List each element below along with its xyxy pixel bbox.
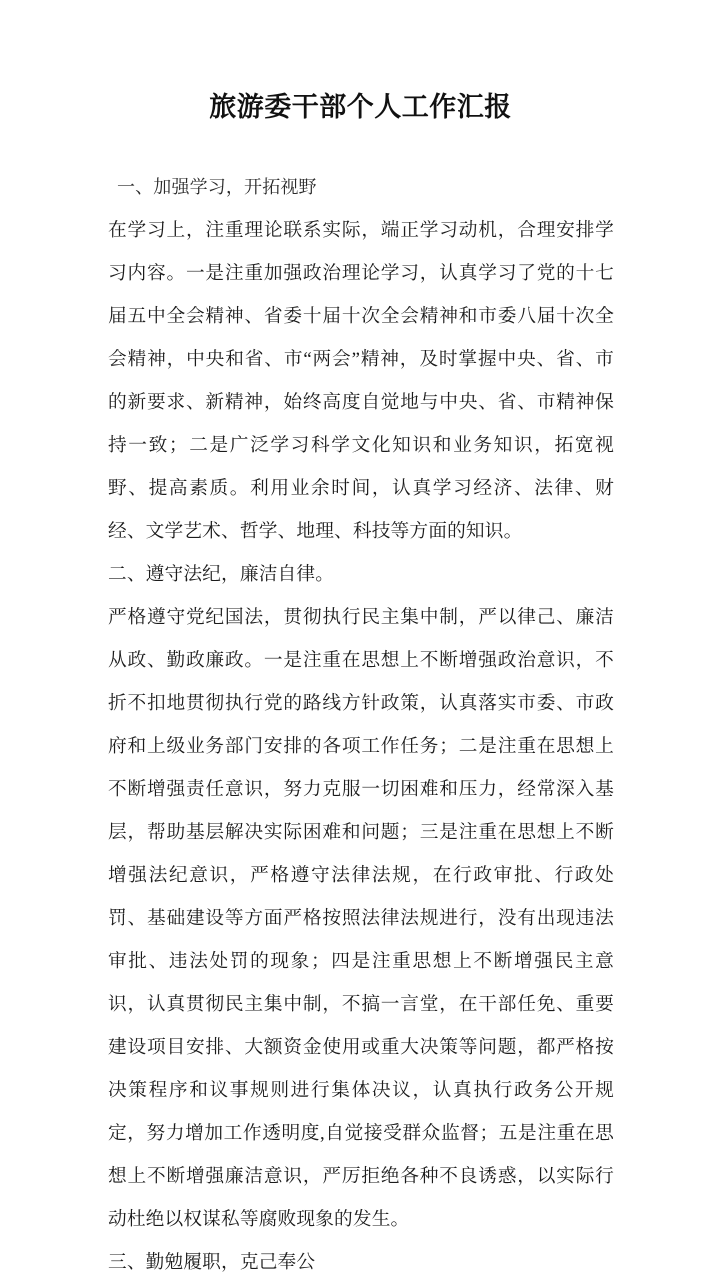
- section-heading-3: 三、勤勉履职，克己奉公: [108, 1252, 316, 1273]
- section-paragraph-1: 在学习上，注重理论联系实际，端正学习动机，合理安排学习内容。一是注重加强政治理论学习，认真学习了党的十七届五中全会精神、省委十届十次全会精神和市委八届十次全会精神，中央和省、市“两会”精神，及时掌握中央、省、市的新要求、新精神，始终高度自觉地与中央、省、市精神保持一致；二是广泛学习科学文化知识和业务知识，拓宽视野、提高素质。利用业余时间，认真学习经济、法律、财经、文学艺术、哲学、地理、科技等方面的知识。: [108, 220, 614, 542]
- section-paragraph-2: 严格遵守党纪国法，贯彻执行民主集中制，严以律己、廉洁从政、勤政廉政。一是注重在思想上不断增强政治意识，不折不扣地贯彻执行党的路线方针政策，认真落实市委、市政府和上级业务部门安排的各项工作任务；二是注重在思想上不断增强责任意识，努力克服一切困难和压力，经常深入基层，帮助基层解决实际困难和问题；三是注重在思想上不断增强法纪意识，严格遵守法律法规，在行政审批、行政处罚、基础建设等方面严格按照法律法规进行，没有出现违法审批、违法处罚的现象；四是注重思想上不断增强民主意识，认真贯彻民主集中制，不搞一言堂，在干部任免、重要建设项目安排、大额资金使用或重大决策等问题，都严格按决策程序和议事规则进行集体决议，认真执行政务公开规定，努力增加工作透明度,自觉接受群众监督；五是注重在思想上不断增强廉洁意识，严厉拒绝各种不良诱惑，以实际行动杜绝以权谋私等腐败现象的发生。: [108, 607, 614, 1230]
- section-heading-1: 一、加强学习，开拓视野: [117, 177, 317, 197]
- page-title: 旅游委干部个人工作汇报: [209, 92, 512, 122]
- document-body: [108, 166, 614, 1284]
- section-heading-2: 二、遵守法纪，廉洁自律。: [108, 564, 335, 585]
